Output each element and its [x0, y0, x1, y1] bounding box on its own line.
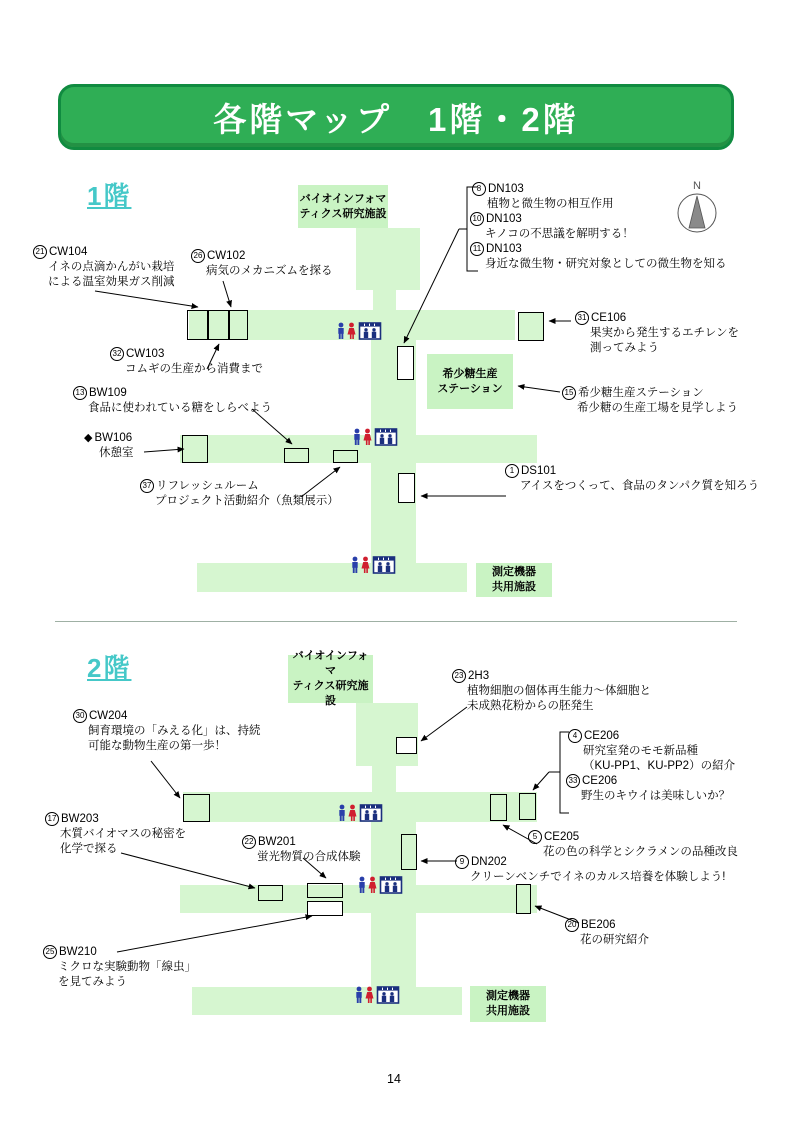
annotation-cw103: 32 CW103 コムギの生産から消費まで — [110, 347, 263, 377]
restroom-elevator-icons-f1-row2 — [352, 428, 400, 446]
annotation-2h3: 23 2H3 植物細胞の個体再生能力～体細胞と 未成熟花粉からの胚発生 — [452, 669, 651, 714]
mens-room-icon — [356, 987, 361, 1003]
womens-room-icon — [369, 877, 377, 893]
restroom-elevator-icons-f1-row3 — [350, 556, 398, 574]
elevator-icon — [361, 805, 382, 821]
room-box-cw104 — [187, 310, 208, 340]
room-box-2h3 — [396, 737, 417, 754]
room-box-dn103 — [397, 346, 414, 380]
room-box-cw102 — [208, 310, 229, 340]
annotation-ce106: 31 CE106 果実から発生するエチレンを 測ってみよう — [575, 311, 739, 356]
facility-label-measuring-f1: 測定機器 共用施設 — [476, 563, 552, 597]
floor2-corridor-north-block — [356, 703, 418, 766]
room-box-dn202 — [401, 834, 417, 870]
compass-north-label: N — [693, 180, 701, 192]
annotation-ce206-33: 33 CE206 野生のキウイは美味しいか？ — [566, 774, 730, 804]
annotation-ds101: 1 DS101 アイスをつくって、食品のタンパク質を知ろう — [505, 464, 759, 494]
annotation-be206: 20 BE206 花の研究紹介 — [565, 918, 649, 948]
mens-room-icon — [359, 877, 364, 893]
annotation-refresh-room: 37 リフレッシュルーム プロジェクト活動紹介（魚類展示） — [140, 479, 339, 509]
mens-room-icon — [352, 557, 357, 573]
floor1-corridor-north-stub — [373, 290, 396, 311]
mens-room-icon — [338, 323, 343, 339]
elevator-icon — [378, 987, 399, 1003]
floor2-heading: 2階 — [87, 653, 132, 683]
room-box-be206 — [516, 884, 531, 914]
annotation-bw109: 13 BW109 食品に使われている糖をしらべよう — [73, 386, 272, 416]
facility-label-bioinformatics-f1: バイオインフォマ ティクス研究施設 — [298, 185, 388, 228]
floor2-corridor-row3 — [192, 987, 462, 1015]
room-box-ce205 — [490, 794, 507, 821]
annotation-cw204: 30 CW204 飼育環境の「みえる化」は、持続 可能な動物生産の第一歩！ — [73, 709, 261, 754]
annotation-bw203: 17 BW203 木質バイオマスの秘密を 化学で探る — [45, 812, 186, 857]
floor1-corridor-north-block — [356, 228, 420, 290]
annotation-dn103-11: 11 DN103 身近な微生物・研究対象としての微生物を知る — [470, 242, 727, 272]
annotation-dn103-8: 8 DN103 植物と微生物の相互作用 — [472, 182, 614, 212]
page-number: 14 — [387, 1072, 401, 1086]
annotation-dn202: 9 DN202 クリーンベンチでイネのカルス培養を体験しよう! — [455, 855, 726, 885]
floor-divider — [55, 621, 737, 622]
annotation-bw210: 25 BW210 ミクロな実験動物「線虫」 を見てみよう — [43, 945, 196, 990]
room-box-cw103 — [229, 310, 248, 340]
annotation-rare-sugar-station: 15 希少糖生産ステーション 希少糖の生産工場を見学しよう — [562, 386, 738, 416]
restroom-elevator-icons-f2-row1 — [337, 804, 385, 822]
room-box-ds101 — [398, 473, 415, 503]
floor1-heading: 1階 — [87, 181, 132, 211]
elevator-icon — [374, 557, 395, 573]
room-box-cw204 — [183, 794, 210, 822]
annotation-bw201: 22 BW201 蛍光物質の合成体験 — [242, 835, 361, 865]
mens-room-icon — [354, 429, 359, 445]
room-box-bw109 — [284, 448, 309, 463]
room-box-bw210 — [307, 901, 343, 916]
floor1-corridor-row3 — [197, 563, 467, 592]
room-box-bw201-upper — [307, 883, 343, 898]
annotation-cw102: 26 CW102 病気のメカニズムを探る — [191, 249, 333, 279]
room-box-ce206 — [519, 793, 536, 820]
elevator-icon — [381, 877, 402, 893]
diamond-bullet: ◆ — [84, 432, 93, 444]
annotation-bw106: ◆ BW106 休憩室 — [84, 432, 134, 459]
page-title: 各階マップ 1階・2階 — [58, 84, 734, 150]
annotation-ce205: 5 CE205 花の色の科学とシクラメンの品種改良 — [528, 830, 738, 860]
annotation-ce206-4: 4 CE206 研究室発のモモ新品種 （KU-PP1、KU-PP2）の紹介 — [568, 729, 735, 774]
floor2-corridor-north-stub — [372, 766, 396, 792]
annotation-dn103-10: 10 DN103 キノコの不思議を解明する！ — [470, 212, 634, 242]
restroom-elevator-icons-f2-row2 — [357, 876, 405, 894]
elevator-icon — [376, 429, 397, 445]
room-box-ce106 — [518, 312, 544, 341]
womens-room-icon — [364, 429, 372, 445]
restroom-elevator-icons-f1-row1 — [336, 322, 384, 340]
compass-icon — [668, 176, 726, 238]
facility-label-rare-sugar-station: 希少糖生産 ステーション — [427, 354, 513, 409]
womens-room-icon — [348, 323, 356, 339]
facility-label-bioinformatics-f2: バイオインフォマ ティクス研究施設 — [288, 655, 373, 703]
room-box-bw203 — [258, 885, 283, 901]
elevator-icon — [360, 323, 381, 339]
restroom-elevator-icons-f2-row3 — [354, 986, 402, 1004]
womens-room-icon — [362, 557, 370, 573]
room-box-bw106 — [182, 435, 208, 463]
annotation-cw104: 21 CW104 イネの点滴かんがい栽培 による温室効果ガス削減 — [33, 245, 175, 290]
mens-room-icon — [339, 805, 344, 821]
womens-room-icon — [349, 805, 357, 821]
room-box-refresh-room — [333, 450, 358, 463]
facility-label-measuring-f2: 測定機器 共用施設 — [470, 986, 546, 1022]
womens-room-icon — [366, 987, 374, 1003]
